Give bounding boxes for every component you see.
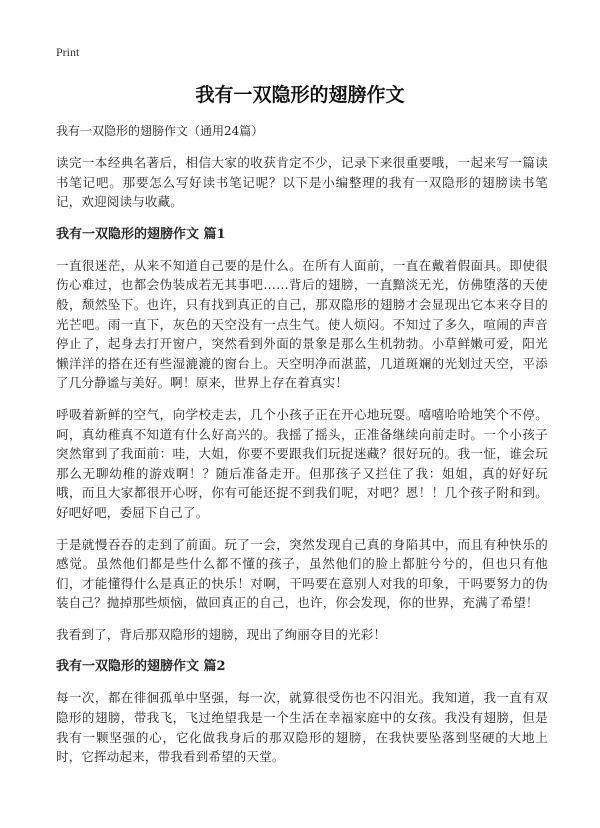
section-2-paragraph-1: 每一次，都在徘徊孤单中坚强，每一次，就算很受伤也不闪泪光。我知道，我一直有双隐形的翅膀，带我飞，飞过绝望我是一个生活在幸福家庭中的女孩。我没有翅膀，但是我有一颗坚强的心，它化做我身后的那双隐形的翅膀，在我快要坠落到坚硬的大地上时，它挥动起来，带我看到希望的天堂。 <box>56 690 548 765</box>
section-1-paragraph-2: 呼吸着新鲜的空气，向学校走去，几个小孩子正在开心地玩耍。嘻嘻哈哈地笑个不停。呵，真幼稚真不知道有什么好高兴的。我摇了摇头，正准备继续向前走时。一个小孩子突然窜到了我面前：哇，大姐，你要不要跟我们玩捉迷藏？很好玩的。我一怔，谁会玩那么无聊幼稚的游戏啊！？随后准备走开。但那孩子又拦住了我：姐姐，真的好好玩哦，而且大家都很开心呀，你有可能还捉不到我们呢，对吧？恩！！几个孩子附和到。好吧好吧，委屈下自己了。 <box>56 406 548 520</box>
section-1-paragraph-1: 一直很迷茫，从来不知道自己要的是什么。在所有人面前，一直在戴着假面具。即使很伤心难过，也都会伪装成若无其事吧……背后的翅膀，一直黯淡无光，仿佛堕落的天使般，颓然坠下。也许，只有找到真正的自己，那双隐形的翅膀才会显现出它本来夺目的光芒吧。雨一直下，灰色的天空没有一点生气。使人烦闷。不知过了多久，喧闹的声音停止了，起身去打开窗户，突然看到外面的景象是那么生机勃勃。小草鲜嫩可爱，阳光懒洋洋的搭在还有些湿漉漉的窗台上。天空明净而湛蓝，几道斑斓的光划过天空，平添了几分静谧与美好。啊！原来，世界上存在着真实！ <box>56 257 548 391</box>
intro-paragraph: 读完一本经典名著后，相信大家的收获肯定不少，记录下来很重要哦，一起来写一篇读书笔记吧。那要怎么写好读书笔记呢？以下是小编整理的我有一双隐形的翅膀读书笔记，欢迎阅读与收藏。 <box>56 155 548 210</box>
section-heading-1: 我有一双隐形的翅膀作文 篇1 <box>56 226 226 242</box>
section-1-paragraph-3: 于是就慢吞吞的走到了前面。玩了一会，突然发现自己真的身陷其中，而且有种快乐的感觉。虽然他们都是些什么都不懂的孩子，虽然他们的脸上都脏兮兮的，但也只有他们，才能懂得什么是真正的快乐！对啊，干吗要在意别人对我的印象，干吗要努力的伪装自己？抛掉那些烦恼，做回真正的自己，也许，你会发现，你的世界，充满了希望！ <box>56 536 548 611</box>
page-title: 我有一双隐形的翅膀作文 <box>195 84 405 106</box>
article-body <box>56 122 548 779</box>
article-subtitle: 我有一双隐形的翅膀作文（通用24篇） <box>56 124 264 138</box>
section-1-paragraph-4: 我看到了，背后那双隐形的翅膀，现出了绚丽夺目的光彩！ <box>56 626 387 642</box>
section-heading-2: 我有一双隐形的翅膀作文 篇2 <box>56 659 226 675</box>
print-link[interactable]: Print <box>56 45 80 59</box>
